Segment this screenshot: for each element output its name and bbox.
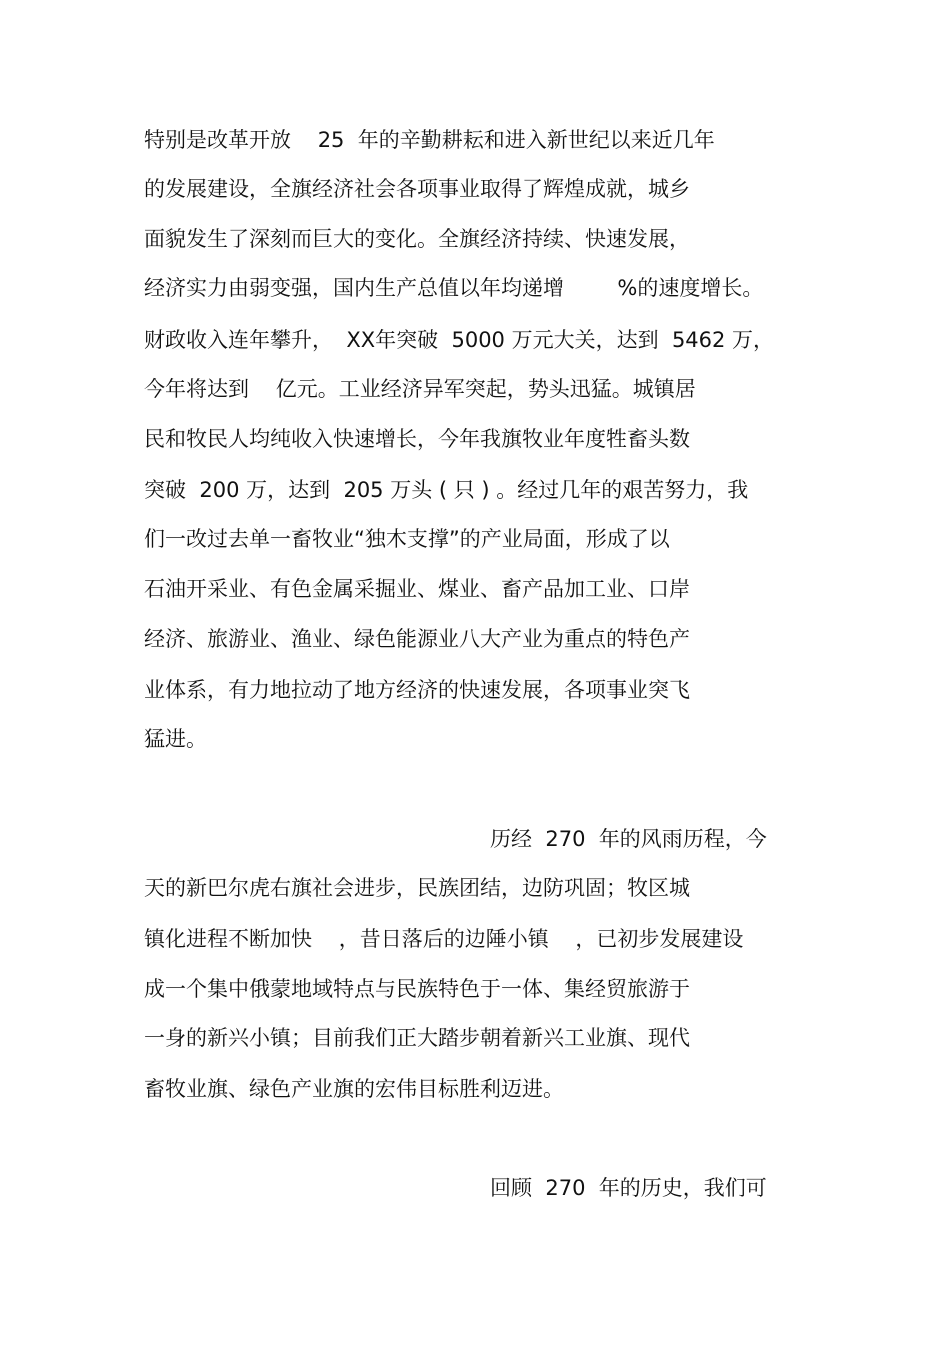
paragraph-2-line-4: 成一个集中俄蒙地域特点与民族特色于一体、集经贸旅游于 (144, 977, 690, 1001)
paragraph-1-line-13: 猛进。 (144, 727, 207, 751)
paragraph-1-line-4: 经济实力由弱变强，国内生产总值以年均递增 %的速度增长。 (144, 276, 764, 300)
paragraph-1-line-3: 面貌发生了深刻而巨大的变化。全旗经济持续、快速发展， (144, 227, 690, 251)
paragraph-1-line-6: 今年将达到 亿元。工业经济异军突起，势头迅猛。城镇居 (144, 377, 696, 401)
paragraph-1-line-12: 业体系，有力地拉动了地方经济的快速发展，各项事业突飞 (144, 678, 690, 702)
paragraph-1-line-10: 石油开采业、有色金属采掘业、煤业、畜产品加工业、口岸 (144, 577, 690, 601)
paragraph-2-line-1: 历经 270 年的风雨历程，今 (490, 827, 767, 851)
paragraph-2-line-5: 一身的新兴小镇；目前我们正大踏步朝着新兴工业旗、现代 (144, 1026, 690, 1050)
paragraph-3-line-1: 回顾 270 年的历史，我们可 (490, 1176, 767, 1200)
paragraph-1-line-1: 特别是改革开放 25 年的辛勤耕耘和进入新世纪以来近几年 (144, 128, 715, 152)
paragraph-2-line-2: 天的新巴尔虎右旗社会进步，民族团结，边防巩固；牧区城 (144, 876, 690, 900)
paragraph-1-line-9: 们一改过去单一畜牧业“独木支撑”的产业局面，形成了以 (144, 527, 670, 551)
paragraph-1-line-7: 民和牧民人均纯收入快速增长，今年我旗牧业年度牲畜头数 (144, 427, 690, 451)
paragraph-1-line-5: 财政收入连年攀升， XX年突破 5000 万元大关，达到 5462 万， (144, 328, 775, 352)
paragraph-2-line-6: 畜牧业旗、绿色产业旗的宏伟目标胜利迈进。 (144, 1077, 564, 1101)
paragraph-1-line-2: 的发展建设，全旗经济社会各项事业取得了辉煌成就，城乡 (144, 177, 690, 201)
paragraph-1-line-8: 突破 200 万，达到 205 万头 ( 只 ) 。经过几年的艰苦努力，我 (144, 478, 749, 502)
paragraph-2-line-3: 镇化进程不断加快 ，昔日落后的边陲小镇 ，已初步发展建设 (144, 927, 744, 951)
paragraph-1-line-11: 经济、旅游业、渔业、绿色能源业八大产业为重点的特色产 (144, 627, 690, 651)
